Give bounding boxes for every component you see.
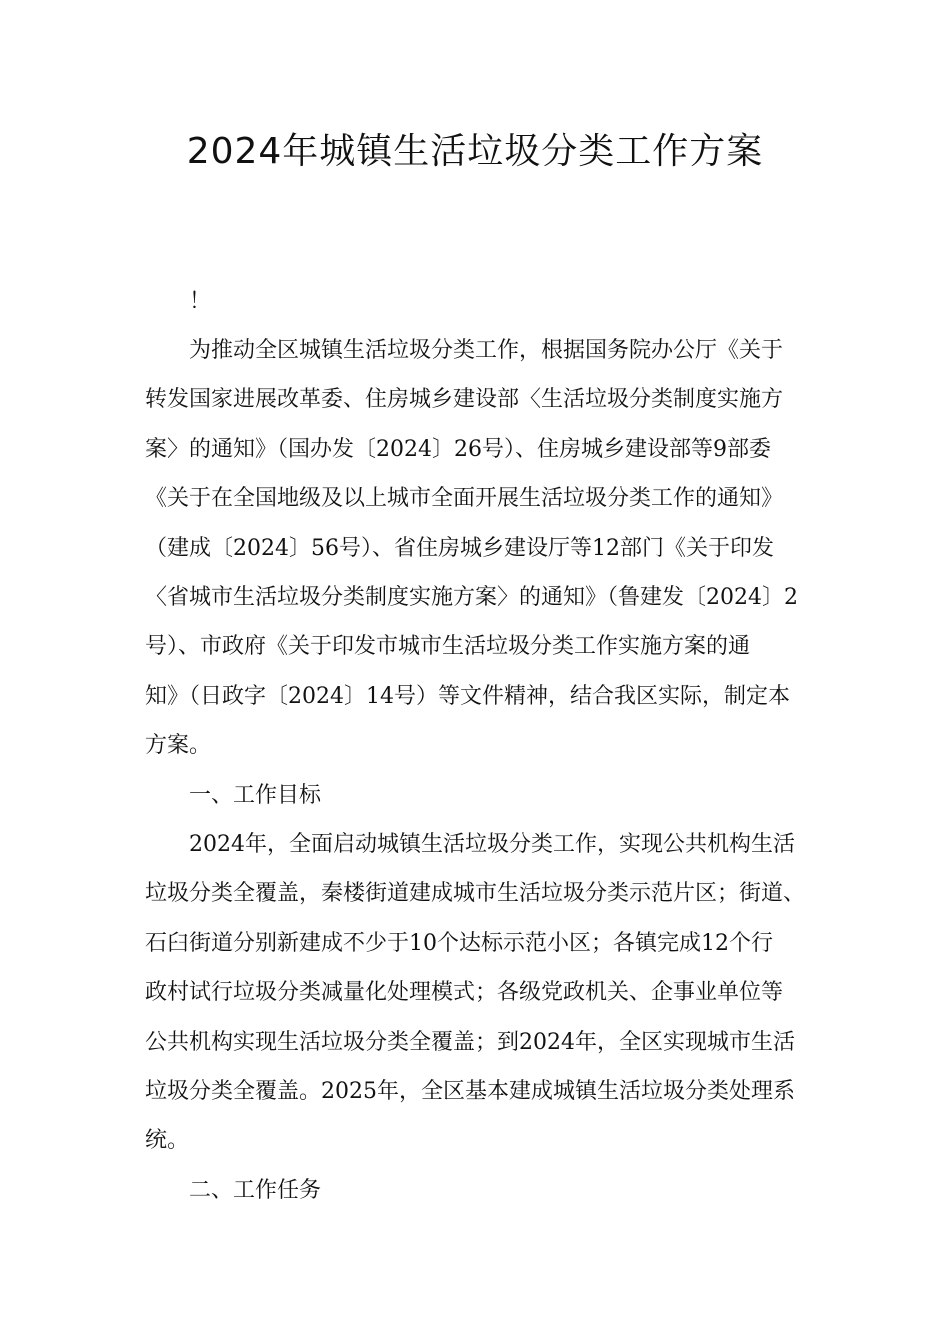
- paragraph-line: 垃圾分类全覆盖，秦楼街道建成城市生活垃圾分类示范片区；街道、: [145, 881, 806, 907]
- section-heading-text: 二、工作任务: [189, 1178, 322, 1203]
- paragraph-line: 〈省城市生活垃圾分类制度实施方案〉的通知》（鲁建发〔2024〕2: [145, 584, 798, 610]
- paragraph-line: 统。: [145, 1128, 190, 1154]
- paragraph-line: 号）、市政府《关于印发市城市生活垃圾分类工作实施方案的通: [145, 634, 751, 660]
- document-title: 2024年城镇生活垃圾分类工作方案: [186, 131, 764, 172]
- paragraph-line: 垃圾分类全覆盖。2025年，全区基本建成城镇生活垃圾分类处理系: [145, 1078, 795, 1104]
- paragraph-line: 政村试行垃圾分类减量化处理模式；各级党政机关、企事业单位等: [145, 980, 784, 1006]
- section-heading-tasks: [145, 1166, 815, 1215]
- salutation-text: ！: [189, 289, 212, 314]
- paragraph-line: 方案。: [145, 733, 212, 759]
- section-heading-goals: [145, 771, 815, 820]
- salutation: [145, 277, 815, 326]
- intro-paragraph: [145, 326, 815, 771]
- paragraph-line: 转发国家进展改革委、住房城乡建设部〈生活垃圾分类制度实施方: [145, 387, 784, 413]
- goals-paragraph: [145, 820, 815, 1166]
- paragraph-line: 《关于在全国地级及以上城市全面开展生活垃圾分类工作的通知》: [145, 486, 784, 512]
- paragraph-line: 为推动全区城镇生活垃圾分类工作，根据国务院办公厅《关于: [189, 338, 784, 363]
- paragraph-line: 案〉的通知》（国办发〔2024〕26号）、住房城乡建设部等9部委: [145, 436, 771, 462]
- paragraph-line: 2024年，全面启动城镇生活垃圾分类工作，实现公共机构生活: [189, 832, 795, 857]
- paragraph-line: （建成〔2024〕56号）、省住房城乡建设厅等12部门《关于印发: [145, 535, 774, 561]
- section-heading-text: 一、工作目标: [189, 783, 322, 808]
- paragraph-line: 公共机构实现生活垃圾分类全覆盖；到2024年，全区实现城市生活: [145, 1029, 795, 1055]
- paragraph-line: 石臼街道分别新建成不少于10个达标示范小区；各镇完成12个行: [145, 930, 773, 956]
- paragraph-line: 知》（日政字〔2024〕14号）等文件精神，结合我区实际，制定本: [145, 683, 790, 709]
